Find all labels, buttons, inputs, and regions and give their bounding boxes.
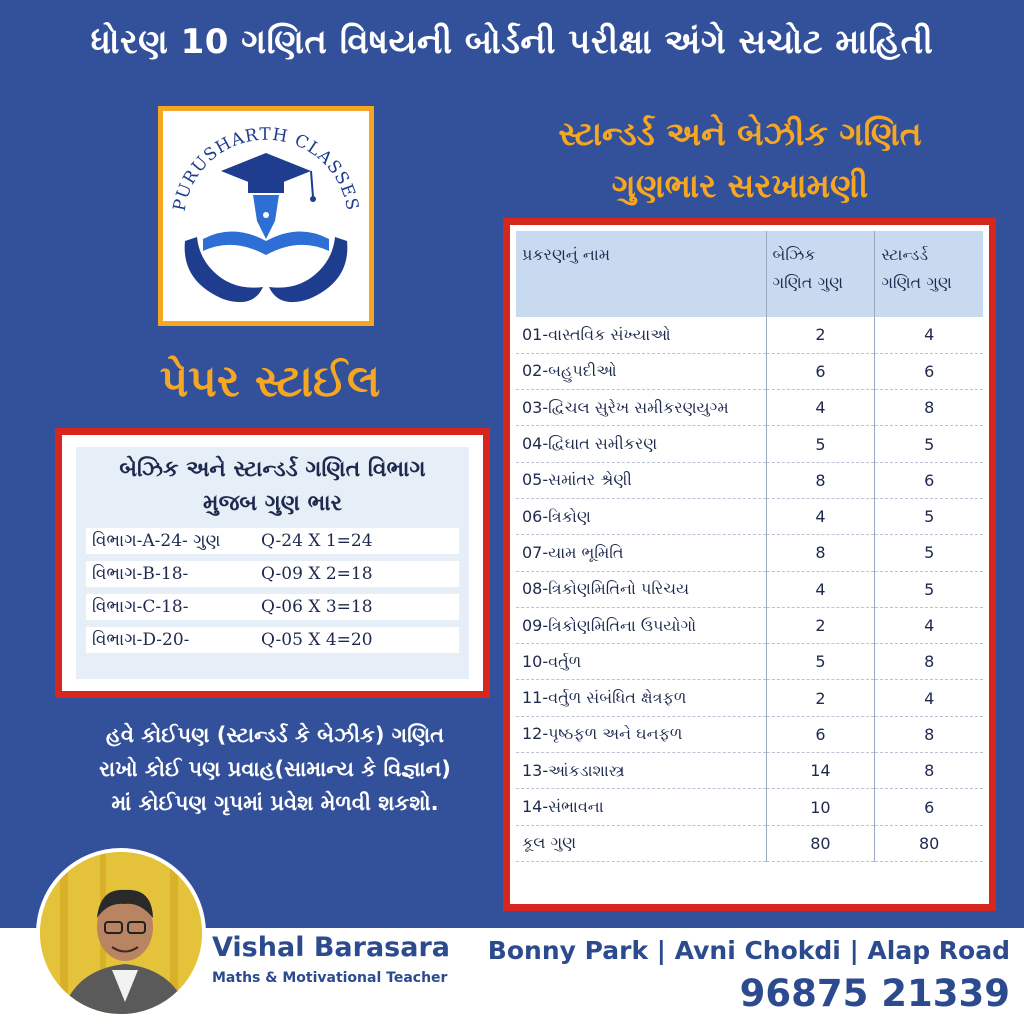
table-row (516, 825, 983, 861)
teacher-name: Vishal Barasara (212, 932, 451, 963)
section-calc: Q-24 X 1=24 (261, 531, 373, 551)
teacher-photo-icon (40, 852, 206, 1018)
section-heading-line-1: બેઝિક અને સ્ટાન્ડર્ડ ગણિત વિભાગ (119, 457, 426, 482)
chapter-marks-table (516, 231, 983, 862)
standard-marks: 8 (875, 716, 983, 752)
section-name: વિભાગ-A-24- ગુણ (92, 531, 221, 551)
section-name: વિભાગ-D-20- (92, 630, 190, 650)
section-heading (86, 453, 459, 521)
table-row (516, 498, 983, 534)
section-row (86, 528, 459, 554)
table-row (516, 680, 983, 716)
basic-marks: 10 (766, 789, 875, 825)
chapter-name: 08-ત્રિકોણમિતિનો પરિચય (516, 571, 766, 607)
standard-marks: 5 (875, 571, 983, 607)
avatar (36, 848, 206, 1018)
basic-marks: 4 (766, 571, 875, 607)
standard-marks: 4 (875, 680, 983, 716)
header-standard (875, 231, 983, 317)
chapter-name: 07-યામ ભૂમિતિ (516, 535, 766, 571)
section-calc: Q-05 X 4=20 (261, 630, 373, 650)
table-header-row (516, 231, 983, 317)
info-line-1: હવે કોઈપણ (સ્ટાન્ડર્ડ કે બેઝીક) ગણિત (105, 723, 445, 747)
phone-number: 96875 21339 (739, 972, 1010, 1015)
table-row (516, 644, 983, 680)
header-basic-line-2: ગણિત ગુણ (772, 273, 844, 292)
section-calc: Q-06 X 3=18 (261, 597, 373, 617)
basic-marks: 2 (766, 680, 875, 716)
standard-marks: 8 (875, 644, 983, 680)
basic-marks: 6 (766, 353, 875, 389)
chapter-name: 06-ત્રિકોણ (516, 498, 766, 534)
subtitle-line-2: ગુણભાર સરખામણી (611, 166, 869, 205)
table-row (516, 535, 983, 571)
header-standard-line-1: સ્ટાન્ડર્ડ (881, 245, 929, 264)
graduation-cap-book-hands-icon (163, 111, 369, 321)
table-row (516, 716, 983, 752)
basic-marks: 8 (766, 462, 875, 498)
table-row (516, 607, 983, 643)
teacher-role: Maths & Motivational Teacher (212, 970, 448, 986)
chapter-name: 09-ત્રિકોણમિતિના ઉપયોગો (516, 607, 766, 643)
basic-marks: 4 (766, 390, 875, 426)
basic-marks: 4 (766, 498, 875, 534)
table-row (516, 317, 983, 353)
section-row (86, 594, 459, 620)
section-row (86, 561, 459, 587)
standard-marks: 6 (875, 789, 983, 825)
chapter-name: 04-દ્વિઘાત સમીકરણ (516, 426, 766, 462)
logo-text: PURUSHARTH CLASSES (169, 124, 363, 213)
standard-marks: 4 (875, 607, 983, 643)
standard-marks: 8 (875, 753, 983, 789)
standard-marks: 8 (875, 390, 983, 426)
section-name: વિભાગ-B-18- (92, 564, 189, 584)
basic-marks: 14 (766, 753, 875, 789)
subtitle-line-1: સ્ટાન્ડર્ડ અને બેઝીક ગણિત (558, 114, 922, 153)
section-marks-box (55, 428, 490, 698)
standard-marks: 5 (875, 426, 983, 462)
table-row (516, 789, 983, 825)
section-row (86, 627, 459, 653)
basic-marks: 2 (766, 317, 875, 353)
standard-marks: 4 (875, 317, 983, 353)
chapter-name: 02-બહુપદીઓ (516, 353, 766, 389)
basic-marks: 6 (766, 716, 875, 752)
table-body (516, 317, 983, 861)
standard-marks: 6 (875, 353, 983, 389)
chapter-name: 13-આંકડાશાસ્ત્ર (516, 753, 766, 789)
table-row (516, 390, 983, 426)
section-marks-inner (76, 447, 469, 679)
chapter-name: 01-વાસ્તવિક સંખ્યાઓ (516, 317, 766, 353)
basic-marks: 80 (766, 825, 875, 861)
header-standard-line-2: ગણિત ગુણ (881, 273, 952, 292)
paper-style-label: પેપર સ્ટાઈલ (159, 356, 381, 407)
table-row (516, 353, 983, 389)
table-row (516, 462, 983, 498)
basic-marks: 8 (766, 535, 875, 571)
chapter-name: 10-વર્તુળ (516, 644, 766, 680)
table-row (516, 426, 983, 462)
header-basic-line-1: બેઝિક (772, 245, 816, 264)
chapter-name: 12-પૃષ્ઠફળ અને ઘનફળ (516, 716, 766, 752)
page-title: ધોરણ 10 ગણિત વિષયની બોર્ડની પરીક્ષા અંગે સચોટ માહિતી (90, 22, 934, 62)
section-name: વિભાગ-C-18- (92, 597, 189, 617)
table-row (516, 571, 983, 607)
header-basic (766, 231, 875, 317)
logo (158, 106, 374, 326)
table-row (516, 753, 983, 789)
standard-marks: 5 (875, 535, 983, 571)
address: Bonny Park | Avni Chokdi | Alap Road (487, 936, 1010, 965)
standard-marks: 5 (875, 498, 983, 534)
info-line-3: માં કોઈપણ ગૃપમાં પ્રવેશ મેળવી શકશો. (111, 791, 439, 815)
basic-marks: 5 (766, 644, 875, 680)
basic-marks: 2 (766, 607, 875, 643)
info-line-2: રાખો કોઈ પણ પ્રવાહ(સામાન્ય કે વિજ્ઞાન) (99, 757, 451, 781)
standard-marks: 80 (875, 825, 983, 861)
standard-marks: 6 (875, 462, 983, 498)
chapter-name: 11-વર્તુળ સંબંધિત ક્ષેત્રફળ (516, 680, 766, 716)
header-chapter-name: પ્રકરણનું નામ (516, 231, 766, 317)
section-calc: Q-09 X 2=18 (261, 564, 373, 584)
chapter-name: 03-દ્વિચલ સુરેખ સમીકરણયુગ્મ (516, 390, 766, 426)
comparison-subtitle (500, 108, 980, 212)
chapter-name: 14-સંભાવના (516, 789, 766, 825)
info-text (50, 718, 500, 820)
chapter-name: કૂલ ગુણ (516, 825, 766, 861)
basic-marks: 5 (766, 426, 875, 462)
chapter-marks-table-box (503, 218, 996, 911)
chapter-name: 05-સમાંતર શ્રેણી (516, 462, 766, 498)
section-heading-line-2: મુજબ ગુણ ભાર (203, 491, 342, 516)
